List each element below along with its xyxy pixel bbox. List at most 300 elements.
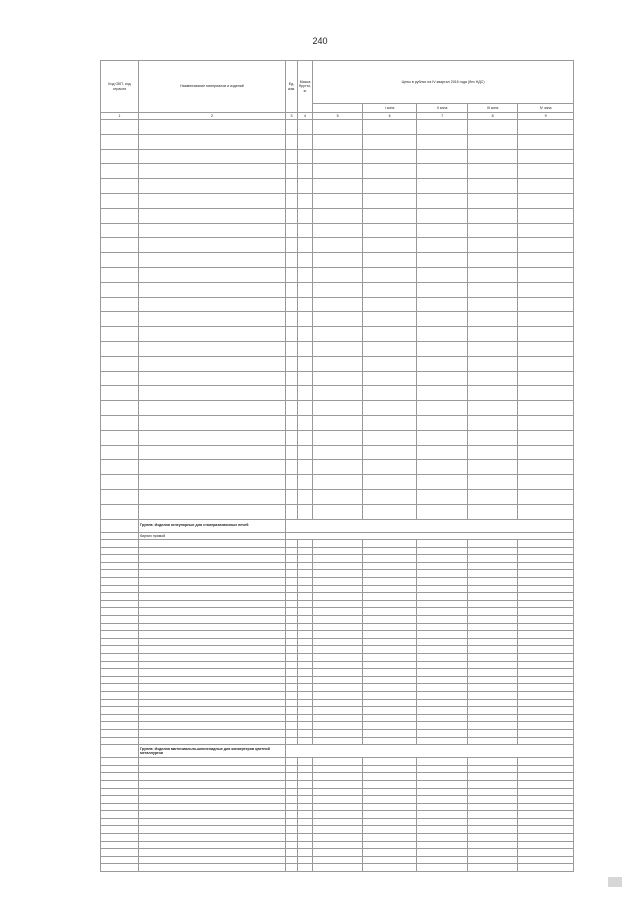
table-cell bbox=[298, 864, 313, 872]
table-cell bbox=[468, 327, 518, 342]
table-cell bbox=[139, 386, 286, 401]
table-cell bbox=[298, 758, 313, 766]
table-body-section-1 bbox=[101, 120, 574, 520]
table-row bbox=[101, 430, 574, 445]
table-cell bbox=[286, 661, 298, 669]
table-cell bbox=[286, 401, 298, 416]
table-cell bbox=[468, 356, 518, 371]
table-cell bbox=[363, 631, 417, 639]
table-row bbox=[101, 460, 574, 475]
table-row bbox=[101, 149, 574, 164]
table-cell bbox=[417, 638, 468, 646]
column-header-zone-3: III зона bbox=[468, 104, 518, 113]
table-cell bbox=[298, 818, 313, 826]
table-cell bbox=[286, 818, 298, 826]
table-cell bbox=[518, 811, 574, 819]
table-cell bbox=[468, 796, 518, 804]
table-row bbox=[101, 788, 574, 796]
table-cell bbox=[298, 341, 313, 356]
table-cell bbox=[363, 623, 417, 631]
table-cell bbox=[139, 841, 286, 849]
table-cell bbox=[286, 669, 298, 677]
table-cell bbox=[139, 445, 286, 460]
table-cell bbox=[298, 699, 313, 707]
table-cell bbox=[417, 475, 468, 490]
table-cell bbox=[298, 164, 313, 179]
table-cell bbox=[468, 684, 518, 692]
table-cell bbox=[468, 758, 518, 766]
table-cell bbox=[286, 737, 298, 745]
table-cell bbox=[313, 661, 363, 669]
table-cell bbox=[139, 811, 286, 819]
table-cell bbox=[468, 729, 518, 737]
table-row bbox=[101, 714, 574, 722]
table-cell bbox=[417, 415, 468, 430]
table-cell bbox=[286, 616, 298, 624]
table-cell bbox=[139, 788, 286, 796]
table-cell bbox=[313, 327, 363, 342]
table-cell bbox=[518, 415, 574, 430]
table-row bbox=[101, 489, 574, 504]
table-cell bbox=[139, 661, 286, 669]
table-cell bbox=[298, 608, 313, 616]
table-cell bbox=[101, 120, 139, 135]
table-cell bbox=[518, 585, 574, 593]
table-cell bbox=[298, 623, 313, 631]
table-cell bbox=[298, 489, 313, 504]
table-cell bbox=[417, 722, 468, 730]
table-row bbox=[101, 475, 574, 490]
table-cell bbox=[313, 430, 363, 445]
table-cell bbox=[313, 475, 363, 490]
table-cell bbox=[298, 253, 313, 268]
table-row bbox=[101, 401, 574, 416]
table-cell bbox=[313, 773, 363, 781]
table-cell bbox=[417, 578, 468, 586]
table-cell bbox=[286, 540, 298, 548]
table-cell bbox=[518, 834, 574, 842]
table-cell bbox=[101, 555, 139, 563]
table-cell bbox=[518, 179, 574, 194]
table-cell bbox=[101, 803, 139, 811]
table-cell bbox=[286, 238, 298, 253]
column-number: 9 bbox=[518, 113, 574, 120]
table-cell bbox=[417, 341, 468, 356]
table-cell bbox=[286, 691, 298, 699]
table-cell bbox=[417, 149, 468, 164]
table-cell bbox=[468, 803, 518, 811]
table-cell bbox=[363, 826, 417, 834]
table-cell bbox=[468, 149, 518, 164]
table-cell bbox=[363, 149, 417, 164]
table-cell bbox=[139, 638, 286, 646]
table-cell bbox=[417, 707, 468, 715]
table-cell bbox=[417, 430, 468, 445]
table-cell bbox=[468, 134, 518, 149]
table-cell bbox=[139, 699, 286, 707]
table-cell bbox=[101, 341, 139, 356]
table-row bbox=[101, 356, 574, 371]
table-cell bbox=[298, 788, 313, 796]
table-cell bbox=[518, 631, 574, 639]
table-cell bbox=[286, 327, 298, 342]
table-cell bbox=[363, 788, 417, 796]
table-cell bbox=[286, 593, 298, 601]
table-cell bbox=[101, 253, 139, 268]
table-cell bbox=[313, 208, 363, 223]
table-cell bbox=[298, 504, 313, 519]
table-cell bbox=[313, 841, 363, 849]
table-cell bbox=[363, 676, 417, 684]
table-cell bbox=[313, 267, 363, 282]
table-cell bbox=[518, 208, 574, 223]
table-cell bbox=[518, 547, 574, 555]
table-cell bbox=[417, 623, 468, 631]
table-cell bbox=[298, 386, 313, 401]
table-cell bbox=[139, 669, 286, 677]
table-cell bbox=[139, 585, 286, 593]
table-cell bbox=[313, 401, 363, 416]
table-cell bbox=[101, 654, 139, 662]
table-cell bbox=[313, 312, 363, 327]
table-cell bbox=[313, 834, 363, 842]
table-cell bbox=[139, 818, 286, 826]
table-cell bbox=[139, 341, 286, 356]
table-cell bbox=[468, 489, 518, 504]
table-cell bbox=[101, 401, 139, 416]
table-cell bbox=[313, 788, 363, 796]
table-cell bbox=[286, 707, 298, 715]
table-row bbox=[101, 691, 574, 699]
table-cell bbox=[139, 616, 286, 624]
table-cell bbox=[139, 371, 286, 386]
table-cell bbox=[363, 134, 417, 149]
table-cell bbox=[286, 699, 298, 707]
table-cell bbox=[298, 134, 313, 149]
table-cell bbox=[363, 811, 417, 819]
table-cell bbox=[363, 699, 417, 707]
table-cell bbox=[468, 555, 518, 563]
table-cell bbox=[286, 415, 298, 430]
table-cell bbox=[298, 849, 313, 857]
table-cell bbox=[286, 811, 298, 819]
table-cell bbox=[468, 267, 518, 282]
table-cell bbox=[468, 811, 518, 819]
group-cell-rest bbox=[286, 745, 574, 758]
table-cell bbox=[468, 460, 518, 475]
table-cell bbox=[139, 707, 286, 715]
table-cell bbox=[417, 386, 468, 401]
column-number: 2 bbox=[139, 113, 286, 120]
table-row bbox=[101, 555, 574, 563]
table-cell bbox=[298, 312, 313, 327]
table-cell bbox=[417, 356, 468, 371]
table-cell bbox=[139, 570, 286, 578]
table-row bbox=[101, 623, 574, 631]
table-cell bbox=[363, 386, 417, 401]
table-cell bbox=[101, 796, 139, 804]
table-cell bbox=[298, 578, 313, 586]
table-cell bbox=[286, 356, 298, 371]
table-cell bbox=[101, 631, 139, 639]
table-cell bbox=[468, 616, 518, 624]
table-cell bbox=[468, 654, 518, 662]
table-cell bbox=[363, 765, 417, 773]
table-cell bbox=[468, 562, 518, 570]
table-cell bbox=[298, 811, 313, 819]
table-cell bbox=[286, 849, 298, 857]
table-cell bbox=[468, 707, 518, 715]
table-cell bbox=[286, 555, 298, 563]
table-cell bbox=[518, 796, 574, 804]
table-cell bbox=[139, 714, 286, 722]
table-cell bbox=[139, 826, 286, 834]
table-row bbox=[101, 669, 574, 677]
table-cell bbox=[417, 460, 468, 475]
table-cell bbox=[313, 699, 363, 707]
table-cell bbox=[363, 193, 417, 208]
table-cell bbox=[313, 386, 363, 401]
table-cell bbox=[139, 834, 286, 842]
table-cell bbox=[139, 489, 286, 504]
table-cell bbox=[286, 430, 298, 445]
table-cell bbox=[139, 608, 286, 616]
table-cell bbox=[139, 646, 286, 654]
table-cell bbox=[313, 460, 363, 475]
table-cell bbox=[468, 415, 518, 430]
table-cell bbox=[298, 841, 313, 849]
table-cell bbox=[417, 691, 468, 699]
table-cell bbox=[298, 297, 313, 312]
table-cell bbox=[139, 773, 286, 781]
table-cell bbox=[518, 297, 574, 312]
table-cell bbox=[518, 714, 574, 722]
table-cell bbox=[101, 729, 139, 737]
table-cell bbox=[101, 149, 139, 164]
table-cell bbox=[286, 765, 298, 773]
table-cell bbox=[468, 179, 518, 194]
table-cell bbox=[313, 616, 363, 624]
table-cell bbox=[468, 841, 518, 849]
table-cell bbox=[518, 623, 574, 631]
table-cell bbox=[298, 415, 313, 430]
table-cell bbox=[298, 691, 313, 699]
table-cell bbox=[139, 134, 286, 149]
table-cell bbox=[286, 729, 298, 737]
table-cell bbox=[298, 834, 313, 842]
table-cell bbox=[298, 401, 313, 416]
table-cell bbox=[518, 460, 574, 475]
table-cell bbox=[139, 691, 286, 699]
table-cell bbox=[101, 386, 139, 401]
table-cell bbox=[518, 356, 574, 371]
table-cell bbox=[363, 164, 417, 179]
table-cell bbox=[518, 788, 574, 796]
table-cell bbox=[518, 856, 574, 864]
table-cell bbox=[363, 430, 417, 445]
group-heading: Группа: Изделия магнезиально-шпинелидные для конвертеров цветной металлургии bbox=[139, 745, 286, 758]
table-cell bbox=[298, 646, 313, 654]
table-cell bbox=[313, 570, 363, 578]
table-row bbox=[101, 864, 574, 872]
table-cell bbox=[101, 238, 139, 253]
table-cell bbox=[298, 765, 313, 773]
table-cell bbox=[417, 327, 468, 342]
table-cell bbox=[363, 504, 417, 519]
table-cell bbox=[139, 356, 286, 371]
table-cell bbox=[363, 238, 417, 253]
table-cell bbox=[417, 796, 468, 804]
table-cell bbox=[417, 223, 468, 238]
table-cell bbox=[298, 267, 313, 282]
table-cell bbox=[313, 540, 363, 548]
table-cell bbox=[313, 223, 363, 238]
table-cell bbox=[286, 676, 298, 684]
table-cell bbox=[417, 646, 468, 654]
table-cell bbox=[363, 841, 417, 849]
table-cell bbox=[313, 856, 363, 864]
table-cell bbox=[363, 773, 417, 781]
table-cell bbox=[518, 669, 574, 677]
table-cell bbox=[518, 691, 574, 699]
table-cell bbox=[298, 722, 313, 730]
table-cell bbox=[417, 608, 468, 616]
table-row bbox=[101, 818, 574, 826]
table-cell bbox=[468, 164, 518, 179]
table-cell bbox=[363, 312, 417, 327]
table-cell bbox=[101, 282, 139, 297]
page-number: 240 bbox=[312, 36, 328, 46]
table-cell bbox=[313, 238, 363, 253]
table-cell bbox=[518, 722, 574, 730]
table-cell bbox=[313, 849, 363, 857]
table-cell bbox=[313, 684, 363, 692]
table-cell bbox=[286, 547, 298, 555]
table-row bbox=[101, 676, 574, 684]
table-cell bbox=[468, 504, 518, 519]
table-cell bbox=[101, 722, 139, 730]
table-cell bbox=[286, 223, 298, 238]
table-cell bbox=[298, 445, 313, 460]
table-cell bbox=[363, 179, 417, 194]
table-cell bbox=[363, 578, 417, 586]
table-row bbox=[101, 570, 574, 578]
table-cell bbox=[139, 765, 286, 773]
table-cell bbox=[518, 312, 574, 327]
table-cell bbox=[518, 737, 574, 745]
table-row bbox=[101, 371, 574, 386]
table-cell bbox=[286, 120, 298, 135]
table-cell bbox=[298, 661, 313, 669]
table-cell bbox=[363, 585, 417, 593]
table-cell bbox=[286, 841, 298, 849]
table-cell bbox=[298, 562, 313, 570]
table-cell bbox=[313, 654, 363, 662]
table-cell bbox=[468, 371, 518, 386]
table-cell bbox=[101, 638, 139, 646]
table-cell bbox=[417, 773, 468, 781]
table-cell bbox=[363, 371, 417, 386]
table-cell bbox=[313, 780, 363, 788]
table-cell bbox=[417, 856, 468, 864]
price-table bbox=[100, 60, 574, 872]
table-cell bbox=[101, 297, 139, 312]
table-cell bbox=[139, 803, 286, 811]
table-cell bbox=[468, 238, 518, 253]
table-cell bbox=[139, 562, 286, 570]
table-cell bbox=[298, 796, 313, 804]
table-cell bbox=[313, 737, 363, 745]
table-row bbox=[101, 312, 574, 327]
table-cell bbox=[363, 818, 417, 826]
table-cell bbox=[468, 623, 518, 631]
table-cell bbox=[363, 834, 417, 842]
table-cell bbox=[363, 356, 417, 371]
table-cell bbox=[468, 608, 518, 616]
table-cell bbox=[468, 773, 518, 781]
table-cell bbox=[417, 267, 468, 282]
table-cell bbox=[417, 238, 468, 253]
table-cell bbox=[313, 803, 363, 811]
table-cell bbox=[298, 460, 313, 475]
table-cell bbox=[313, 578, 363, 586]
table-cell bbox=[286, 253, 298, 268]
table-head bbox=[101, 61, 574, 120]
table-cell bbox=[363, 570, 417, 578]
table-cell bbox=[286, 312, 298, 327]
table-cell bbox=[313, 758, 363, 766]
column-number: 5 bbox=[313, 113, 363, 120]
table-cell bbox=[363, 803, 417, 811]
table-cell bbox=[363, 849, 417, 857]
table-cell bbox=[101, 714, 139, 722]
table-cell bbox=[298, 149, 313, 164]
table-cell bbox=[298, 684, 313, 692]
table-cell bbox=[518, 430, 574, 445]
table-cell bbox=[518, 164, 574, 179]
table-cell bbox=[298, 120, 313, 135]
table-cell bbox=[518, 578, 574, 586]
table-cell bbox=[518, 555, 574, 563]
table-row bbox=[101, 616, 574, 624]
table-cell bbox=[468, 631, 518, 639]
table-cell bbox=[286, 297, 298, 312]
table-cell bbox=[101, 758, 139, 766]
table-cell bbox=[313, 282, 363, 297]
table-row bbox=[101, 608, 574, 616]
table-cell bbox=[417, 164, 468, 179]
table-row bbox=[101, 841, 574, 849]
table-cell bbox=[286, 684, 298, 692]
table-cell bbox=[298, 593, 313, 601]
table-cell bbox=[417, 826, 468, 834]
table-cell bbox=[101, 707, 139, 715]
table-cell bbox=[286, 758, 298, 766]
table-cell bbox=[313, 765, 363, 773]
table-cell bbox=[417, 661, 468, 669]
table-row bbox=[101, 578, 574, 586]
table-cell bbox=[139, 856, 286, 864]
table-cell bbox=[468, 570, 518, 578]
table-cell bbox=[101, 312, 139, 327]
table-cell bbox=[286, 208, 298, 223]
table-cell bbox=[313, 722, 363, 730]
table-cell bbox=[313, 445, 363, 460]
table-cell bbox=[286, 623, 298, 631]
table-row bbox=[101, 593, 574, 601]
column-header-base bbox=[313, 104, 363, 113]
table-cell bbox=[101, 646, 139, 654]
